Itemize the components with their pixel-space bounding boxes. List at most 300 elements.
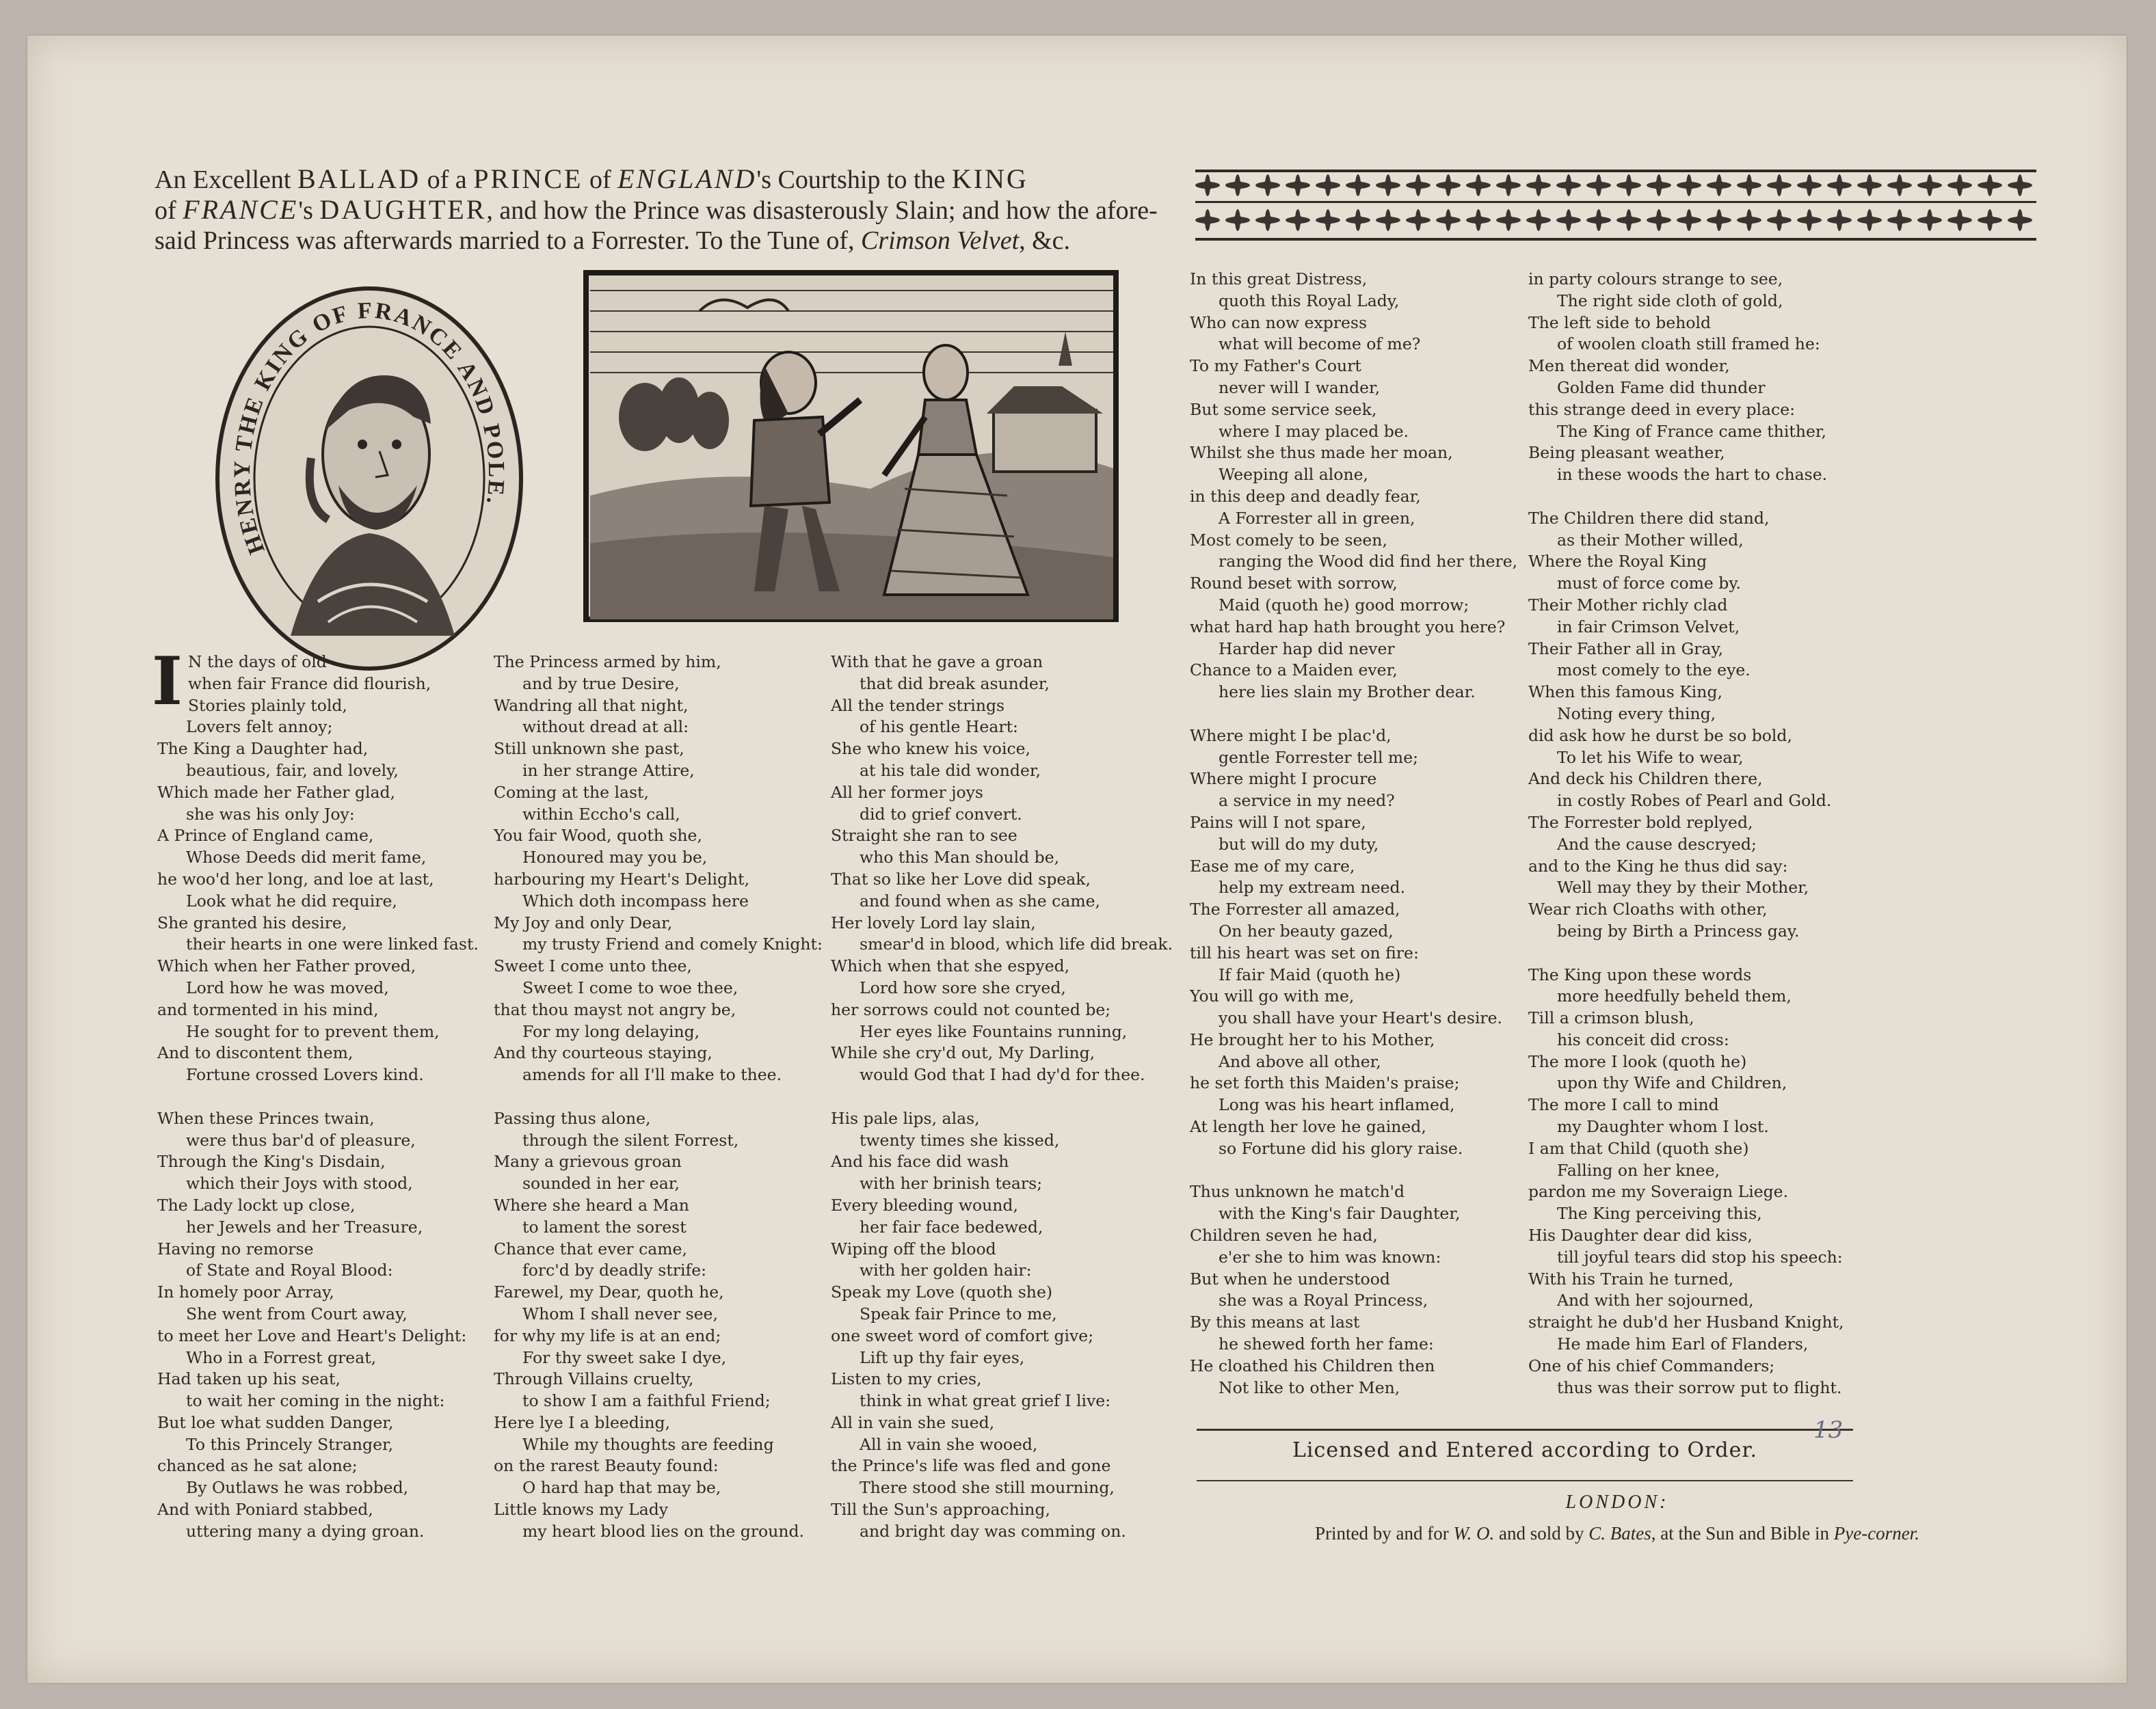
verse-line: You will go with me, <box>1190 986 1355 1006</box>
ornament-flower <box>1737 174 1761 196</box>
verse-line: The Children there did stand, <box>1528 508 1770 528</box>
verse-line: Whom I shall never see, <box>522 1304 718 1323</box>
verse-line: For thy sweet sake I dye, <box>522 1347 727 1367</box>
verse-line: of his gentle Heart: <box>860 717 1018 737</box>
verse-line: Farewel, my Dear, quoth he, <box>494 1282 724 1302</box>
verse-line: All in vain she wooed, <box>860 1434 1038 1454</box>
ornament-flower <box>1195 209 1220 231</box>
verse-line: When this famous King, <box>1528 682 1722 702</box>
verse-line: would God that I had dy'd for thee. <box>860 1065 1145 1085</box>
verse-line: In homely poor Array, <box>157 1282 334 1302</box>
verse-line: All her former joys <box>831 782 983 802</box>
king-portrait-medallion <box>209 280 530 673</box>
verse-line: Lord how he was moved, <box>186 978 389 997</box>
verse-line: On her beauty gazed, <box>1219 921 1394 941</box>
title-text: of <box>155 196 183 225</box>
verse-line: Harder hap did never <box>1219 638 1395 658</box>
verse-line: and bright day was comming on. <box>860 1521 1126 1541</box>
verse-line: Which made her Father glad, <box>157 782 396 802</box>
imprint-text: C. Bates <box>1588 1523 1651 1544</box>
title-text: An Excellent <box>155 165 297 194</box>
verse-line: in costly Robes of Pearl and Gold. <box>1557 791 1832 811</box>
verse-line: a service in my need? <box>1219 791 1395 811</box>
verse-line: My Joy and only Dear, <box>494 913 673 932</box>
verse-line: till his heart was set on fire: <box>1190 943 1419 963</box>
verse-line: With that he gave a groan <box>831 652 1043 671</box>
verse-line: upon thy Wife and Children, <box>1557 1073 1787 1093</box>
verse-line: Wiping off the blood <box>831 1239 996 1259</box>
verse-line: Their Father all in Gray, <box>1528 638 1724 658</box>
title-text: , and how the Prince was disasterously Slain; and how the afore- <box>486 196 1158 225</box>
ornament-flower <box>1286 174 1310 196</box>
verse-line: Weeping all alone, <box>1219 465 1368 485</box>
ornament-flower <box>1466 174 1491 196</box>
ornament-flower <box>1677 174 1701 196</box>
ornament-flower <box>1767 174 1792 196</box>
ballad-column-2 <box>494 651 823 1543</box>
verse-line: one sweet word of comfort give; <box>831 1326 1094 1345</box>
imprint-text: W. O. <box>1453 1523 1495 1544</box>
verse-line: and to the King he thus did say: <box>1528 856 1788 876</box>
verse-line: twenty times she kissed, <box>860 1130 1060 1150</box>
ornament-flower <box>1225 174 1250 196</box>
verse-line: At length her love he gained, <box>1190 1117 1426 1137</box>
verse-line: One of his chief Commanders; <box>1528 1356 1775 1375</box>
verse-line: more heedfully beheld them, <box>1557 986 1792 1006</box>
verse-line: Her lovely Lord lay slain, <box>831 913 1036 932</box>
title-text: ENGLAND <box>617 163 757 194</box>
ornament-flower <box>1436 174 1461 196</box>
ornament-flower <box>1616 209 1641 231</box>
verse-line: of State and Royal Blood: <box>186 1261 393 1280</box>
verse-line: Where she heard a Man <box>494 1195 689 1215</box>
title-text: Crimson Velvet <box>860 226 1020 255</box>
ornament-flower <box>1316 209 1340 231</box>
verse-line: help my extream need. <box>1219 878 1406 898</box>
verse-line: uttering many a dying groan. <box>186 1521 425 1541</box>
verse-line: the Prince's life was fled and gone <box>831 1456 1111 1476</box>
ornament-flower <box>2008 174 2032 196</box>
verse-line: did to grief convert. <box>860 804 1022 824</box>
verse-line: and tormented in his mind, <box>157 999 379 1019</box>
ornament-flower <box>1496 209 1521 231</box>
verse-line: smear'd in blood, which life did break. <box>860 934 1173 954</box>
ornament-flower <box>1737 209 1761 231</box>
verse-line: what hard hap hath brought you here? <box>1190 617 1506 636</box>
verse-line: pardon me my Soveraign Liege. <box>1528 1182 1789 1202</box>
verse-line: A Prince of England came, <box>157 826 374 846</box>
verse-line: to meet her Love and Heart's Delight: <box>157 1326 467 1345</box>
ornament-flower <box>1586 174 1611 196</box>
verse-line: Well may they by their Mother, <box>1557 878 1809 898</box>
handwritten-page-number: 13 <box>1813 1416 1844 1444</box>
stanza-break <box>1190 703 1517 725</box>
verse-line: Golden Fame did thunder <box>1557 377 1766 397</box>
verse-line: Had taken up his seat, <box>157 1369 341 1389</box>
verse-line: her Jewels and her Treasure, <box>186 1217 423 1237</box>
verse-line: But loe what sudden Danger, <box>157 1412 394 1432</box>
verse-line: Wandring all that night, <box>494 695 689 715</box>
verse-line: When these Princes twain, <box>157 1108 375 1128</box>
verse-line: Little knows my Lady <box>494 1500 669 1520</box>
verse-line: For my long delaying, <box>522 1021 700 1041</box>
ornament-flower <box>1466 209 1491 231</box>
stanza-break <box>1528 486 1844 508</box>
verse-line: that did break asunder, <box>860 673 1050 693</box>
verse-line: Which when her Father proved, <box>157 956 416 976</box>
verse-line: being by Birth a Princess gay. <box>1557 921 1800 941</box>
verse-line: ranging the Wood did find her there, <box>1219 552 1518 571</box>
verse-line: In this great Distress, <box>1190 269 1368 288</box>
ornament-flower <box>1406 174 1430 196</box>
verse-line: when fair France did flourish, <box>187 673 431 693</box>
verse-line: but will do my duty, <box>1219 834 1379 854</box>
ornament-flower <box>1677 209 1701 231</box>
verse-line: Sweet I come unto thee, <box>494 956 692 976</box>
verse-line: Thus unknown he match'd <box>1190 1182 1405 1202</box>
verse-line: He made him Earl of Flanders, <box>1557 1334 1809 1354</box>
verse-line: Through Villains cruelty, <box>494 1369 694 1389</box>
verse-line: Maid (quoth he) good morrow; <box>1219 595 1469 615</box>
verse-line: Their Mother richly clad <box>1528 595 1728 615</box>
verse-line: for why my life is at an end; <box>494 1326 721 1345</box>
imprint-text: Pye-corner. <box>1833 1523 1919 1544</box>
ornament-border <box>1195 168 2036 242</box>
verse-line: Coming at the last, <box>494 782 649 802</box>
verse-line: Lift up thy fair eyes, <box>860 1347 1025 1367</box>
verse-line: in her strange Attire, <box>522 760 695 780</box>
ornament-flower <box>1376 174 1400 196</box>
verse-line: here lies slain my Brother dear. <box>1219 682 1476 702</box>
verse-line: Ease me of my care, <box>1190 856 1355 876</box>
verse-line: Round beset with sorrow, <box>1190 574 1398 593</box>
verse-line: with her brinish tears; <box>860 1174 1043 1194</box>
ornament-flower <box>1797 174 1822 196</box>
title-text: FRANCE <box>183 194 299 225</box>
verse-line: harbouring my Heart's Delight, <box>494 869 750 889</box>
verse-line: Which doth incompass here <box>522 891 749 911</box>
ornament-flower <box>1255 209 1280 231</box>
verse-line: my Daughter whom I lost. <box>1557 1117 1769 1137</box>
verse-line: e'er she to him was known: <box>1219 1247 1441 1267</box>
verse-line: Speak my Love (quoth she) <box>831 1282 1053 1302</box>
verse-line: their hearts in one were linked fast. <box>186 934 479 954</box>
stanza-break <box>1190 1160 1517 1182</box>
title-text: BALLAD <box>297 163 421 194</box>
ornament-flower <box>1346 209 1370 231</box>
verse-line: She went from Court away, <box>186 1304 408 1323</box>
verse-line: Straight she ran to see <box>831 826 1017 846</box>
verse-line: Which when that she espyed, <box>831 956 1070 976</box>
verse-line: Having no remorse <box>157 1239 314 1259</box>
ornament-flower <box>1707 174 1731 196</box>
verse-line: I am that Child (quoth she) <box>1528 1138 1749 1158</box>
verse-line: N the days of old <box>187 652 327 671</box>
verse-line: While she cry'd out, My Darling, <box>831 1043 1095 1063</box>
verse-line: His Daughter dear did kiss, <box>1528 1226 1753 1246</box>
verse-line: her sorrows could not counted be; <box>831 999 1111 1019</box>
ornament-flower <box>1857 174 1882 196</box>
verse-line: and found when as she came, <box>860 891 1100 911</box>
ornament-flower <box>1827 174 1852 196</box>
ornament-flower <box>1947 174 1972 196</box>
ornament-flower <box>1857 209 1882 231</box>
verse-line: Who in a Forrest great, <box>186 1347 377 1367</box>
verse-line: this strange deed in every place: <box>1528 399 1796 419</box>
ornament-flower <box>1647 209 1671 231</box>
title-text: of a <box>421 165 474 194</box>
verse-line: in these woods the hart to chase. <box>1557 465 1828 485</box>
verse-line: her fair face bedewed, <box>860 1217 1043 1237</box>
verse-line: The more I call to mind <box>1528 1095 1719 1115</box>
verse-line: To my Father's Court <box>1190 356 1361 376</box>
verse-line: in fair Crimson Velvet, <box>1557 617 1740 636</box>
verse-line: what will become of me? <box>1219 334 1421 354</box>
divider-rule <box>1197 1429 1853 1431</box>
verse-line: Till the Sun's approaching, <box>831 1500 1050 1520</box>
ornament-flower <box>1406 209 1430 231</box>
verse-line: And deck his Children there, <box>1528 769 1763 789</box>
title-text: said Princess was afterwards married to a Forrester. To the Tune of, <box>155 226 861 255</box>
ornament-flower <box>1526 209 1551 231</box>
verse-line: And his face did wash <box>831 1152 1009 1172</box>
ornament-flower <box>1436 209 1461 231</box>
verse-line: chanced as he sat alone; <box>157 1456 358 1476</box>
verse-line: who this Man should be, <box>860 848 1060 867</box>
verse-line: The right side cloth of gold, <box>1557 291 1783 310</box>
stanza-break <box>831 1086 1173 1108</box>
ornament-flower <box>1225 209 1250 231</box>
verse-line: Whose Deeds did merit fame, <box>186 848 427 867</box>
ornament-flower <box>1797 209 1822 231</box>
verse-line: Honoured may you be, <box>522 848 708 867</box>
printer-imprint <box>1190 1523 2045 1544</box>
verse-line: quoth this Royal Lady, <box>1219 291 1400 310</box>
portrait-inscription: HENRY THE KING OF FRANCE AND POLE. <box>229 297 509 558</box>
verse-line: sounded in her ear, <box>522 1174 680 1194</box>
courtship-woodcut-illustration <box>583 270 1119 622</box>
title-text: 's <box>298 196 320 225</box>
verse-line: Speak fair Prince to me, <box>860 1304 1057 1323</box>
verse-line: And to discontent them, <box>157 1043 354 1063</box>
verse-line: The Forrester all amazed, <box>1190 900 1400 919</box>
verse-line: The left side to behold <box>1528 312 1712 332</box>
verse-line: Being pleasant weather, <box>1528 443 1725 463</box>
verse-line: which their Joys with stood, <box>186 1174 413 1194</box>
verse-line: The more I look (quoth he) <box>1528 1051 1747 1071</box>
verse-line: Stories plainly told, <box>187 695 347 715</box>
verse-line: O hard hap that may be, <box>522 1478 721 1498</box>
verse-line: he woo'd her long, and loe at last, <box>157 869 434 889</box>
verse-line: in this deep and deadly fear, <box>1190 486 1421 506</box>
verse-line: Men thereat did wonder, <box>1528 356 1730 376</box>
verse-line: The King upon these words <box>1528 965 1752 984</box>
verse-line: Lovers felt annoy; <box>186 717 333 737</box>
verse-line: to lament the sorest <box>522 1217 687 1237</box>
verse-line: Listen to my cries, <box>831 1369 982 1389</box>
title-text: DAUGHTER <box>319 194 487 225</box>
verse-line: His pale lips, alas, <box>831 1108 980 1128</box>
verse-line: The Forrester bold replyed, <box>1528 812 1753 832</box>
ballad-column-4 <box>1190 269 1517 1399</box>
verse-line: on the rarest Beauty found: <box>494 1456 719 1476</box>
verse-line: must of force come by. <box>1557 574 1741 593</box>
verse-line: He brought her to his Mother, <box>1190 1030 1435 1049</box>
verse-line: Whilst she thus made her moan, <box>1190 443 1453 463</box>
verse-line: within Eccho's call, <box>522 804 680 824</box>
stanza-break <box>157 1086 479 1108</box>
ornament-flower <box>1827 209 1852 231</box>
verse-line: to wait her coming in the night: <box>186 1391 445 1411</box>
verse-line: Lord how sore she cryed, <box>860 978 1066 997</box>
verse-line: of woolen cloath still framed he: <box>1557 334 1820 354</box>
title-text: , &c. <box>1019 226 1071 255</box>
verse-line: She who knew his voice, <box>831 739 1031 759</box>
verse-line: as their Mother willed, <box>1557 530 1744 550</box>
ornament-flower <box>1616 174 1641 196</box>
verse-line: To let his Wife to wear, <box>1557 747 1744 767</box>
verse-line: Who can now express <box>1190 312 1368 332</box>
verse-line: my heart blood lies on the ground. <box>522 1521 804 1541</box>
verse-line: Sweet I come to woe thee, <box>522 978 738 997</box>
ornament-flower <box>1556 209 1581 231</box>
verse-line: you shall have your Heart's desire. <box>1219 1008 1503 1028</box>
ballad-column-5 <box>1528 269 1844 1399</box>
verse-line: All in vain she sued, <box>831 1412 995 1432</box>
ornament-flower <box>1526 174 1551 196</box>
verse-line: A Forrester all in green, <box>1219 508 1415 528</box>
verse-line: Falling on her knee, <box>1557 1160 1720 1180</box>
verse-line: with the King's fair Daughter, <box>1219 1204 1461 1224</box>
verse-line: That so like her Love did speak, <box>831 869 1091 889</box>
ornament-flower <box>1496 174 1521 196</box>
verse-line: Here lye I a bleeding, <box>494 1412 670 1432</box>
ornament-flower <box>1887 209 1912 231</box>
verse-line: Where might I be plac'd, <box>1190 725 1392 745</box>
ornament-flower <box>1947 209 1972 231</box>
verse-line: Where might I procure <box>1190 769 1377 789</box>
imprint-text: , at the Sun and Bible in <box>1651 1523 1834 1544</box>
ornament-flower <box>1255 174 1280 196</box>
verse-line: Many a grievous groan <box>494 1152 682 1172</box>
ballad-column-3 <box>831 651 1173 1543</box>
verse-line: he set forth this Maiden's praise; <box>1190 1073 1460 1093</box>
verse-line: But some service seek, <box>1190 399 1377 419</box>
verse-line: And thy courteous staying, <box>494 1043 713 1063</box>
verse-line: most comely to the eye. <box>1557 660 1751 680</box>
verse-line: The Princess armed by him, <box>494 652 721 671</box>
verse-line: Chance to a Maiden ever, <box>1190 660 1398 680</box>
title-text: PRINCE <box>473 163 583 194</box>
verse-line: Till a crimson blush, <box>1528 1008 1694 1028</box>
ornament-flower <box>1917 174 1942 196</box>
verse-line: Fortune crossed Lovers kind. <box>186 1065 424 1085</box>
ornament-flower <box>2008 209 2032 231</box>
title-text: 's Courtship to the <box>756 165 952 194</box>
ornament-flower <box>1586 209 1611 231</box>
verse-line: Passing thus alone, <box>494 1108 651 1128</box>
ornament-flower <box>1346 174 1370 196</box>
verse-line: There stood she still mourning, <box>860 1478 1115 1498</box>
ballad-title <box>155 164 1180 256</box>
verse-line: By this means at last <box>1190 1313 1360 1332</box>
imprint-text: Printed by and for <box>1315 1523 1454 1544</box>
ornament-flower <box>1376 209 1400 231</box>
verse-line: The Lady lockt up close, <box>157 1195 356 1215</box>
verse-line: did ask how he durst be so bold, <box>1528 725 1792 745</box>
verse-line: where I may placed be. <box>1219 421 1409 441</box>
verse-line: And the cause descryed; <box>1557 834 1757 854</box>
verse-line: in party colours strange to see, <box>1528 269 1783 288</box>
verse-line: thus was their sorrow put to flight. <box>1557 1377 1842 1397</box>
verse-line: and by true Desire, <box>522 673 680 693</box>
verse-line: Not like to other Men, <box>1219 1377 1400 1397</box>
verse-line: beautious, fair, and lovely, <box>186 760 399 780</box>
ornament-flower <box>1767 209 1792 231</box>
stanza-break <box>1528 943 1844 965</box>
verse-line: The King of France came thither, <box>1557 421 1826 441</box>
ornament-flower <box>1978 174 2002 196</box>
verse-line: amends for all I'll make to thee. <box>522 1065 782 1085</box>
verse-line: Where the Royal King <box>1528 552 1707 571</box>
verse-line: But when he understood <box>1190 1269 1390 1289</box>
ornament-flower <box>1887 174 1912 196</box>
verse-line: to show I am a faithful Friend; <box>522 1391 771 1411</box>
verse-line: straight he dub'd her Husband Knight, <box>1528 1313 1844 1332</box>
title-text: of <box>583 165 618 194</box>
verse-line: You fair Wood, quoth she, <box>494 826 702 846</box>
verse-line: without dread at all: <box>522 717 689 737</box>
ornament-flower <box>1978 209 2002 231</box>
imprint-text: and sold by <box>1494 1523 1589 1544</box>
ornament-flower <box>1917 209 1942 231</box>
verse-line: And with Poniard stabbed, <box>157 1500 373 1520</box>
verse-line: Children seven he had, <box>1190 1226 1378 1246</box>
verse-line: with her golden hair: <box>860 1261 1032 1280</box>
verse-line: The King perceiving this, <box>1557 1204 1762 1224</box>
verse-line: With his Train he turned, <box>1528 1269 1734 1289</box>
ballad-column-1 <box>152 643 479 1543</box>
verse-line: If fair Maid (quoth he) <box>1219 965 1401 984</box>
title-text: KING <box>951 163 1028 194</box>
ornament-flower <box>1556 174 1581 196</box>
license-notice: Licensed and Entered according to Order. <box>1292 1438 1757 1462</box>
verse-line: To this Princely Stranger, <box>186 1434 394 1454</box>
verse-line: Chance that ever came, <box>494 1239 687 1259</box>
verse-line: till joyful tears did stop his speech: <box>1557 1247 1843 1267</box>
verse-line: Long was his heart inflamed, <box>1219 1095 1455 1115</box>
verse-line: By Outlaws he was robbed, <box>186 1478 409 1498</box>
verse-line: she was a Royal Princess, <box>1219 1291 1428 1310</box>
imprint-city: LONDON: <box>1565 1492 1669 1513</box>
verse-line: think in what great grief I live: <box>860 1391 1111 1411</box>
stanza-break <box>494 1086 823 1108</box>
ornament-flower <box>1647 174 1671 196</box>
verse-line: Still unknown she past, <box>494 739 684 759</box>
drop-cap: I <box>152 643 183 720</box>
ornament-flower <box>1316 174 1340 196</box>
verse-line: he shewed forth her fame: <box>1219 1334 1434 1354</box>
verse-line: Her eyes like Fountains running, <box>860 1021 1128 1041</box>
verse-line: Wear rich Cloaths with other, <box>1528 900 1768 919</box>
verse-line: And above all other, <box>1219 1051 1381 1071</box>
verse-line: Most comely to be seen, <box>1190 530 1387 550</box>
verse-line: Through the King's Disdain, <box>157 1152 386 1172</box>
ornament-flower <box>1707 209 1731 231</box>
verse-line: forc'd by deadly strife: <box>522 1261 707 1280</box>
verse-line: at his tale did wonder, <box>860 760 1041 780</box>
verse-line: Look what he did require, <box>186 891 397 911</box>
